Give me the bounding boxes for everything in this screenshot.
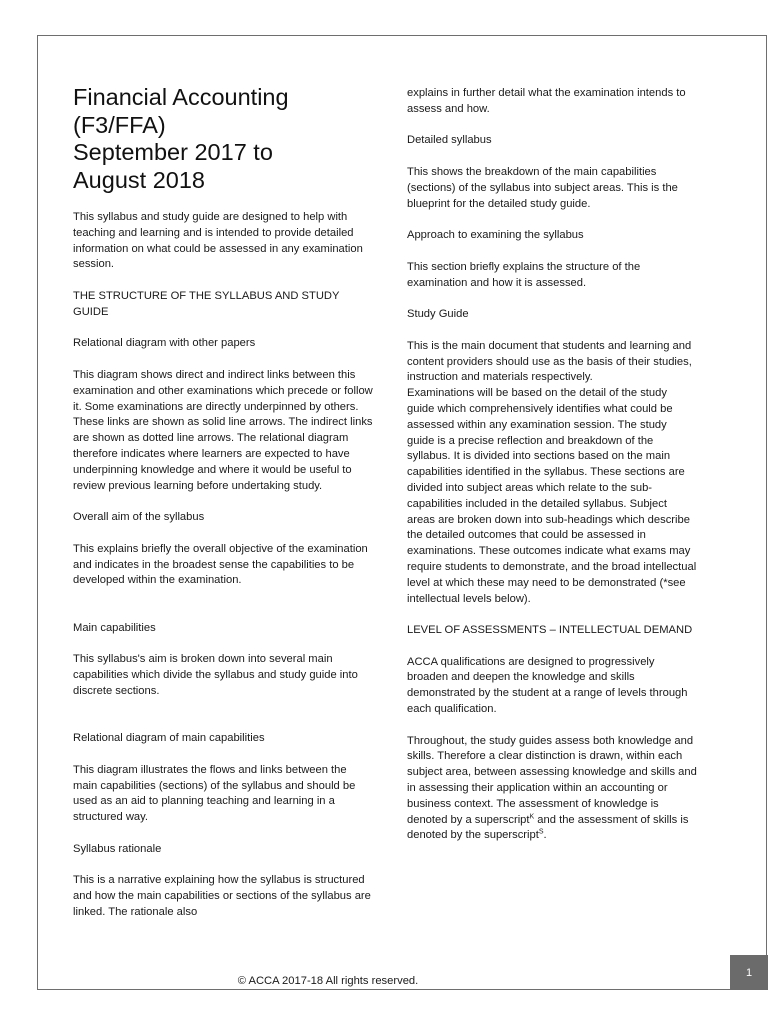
- throughout-end: .: [543, 829, 547, 842]
- heading-relational-main-capabilities: Relational diagram of main capabilities: [73, 732, 265, 745]
- approach-text: This section briefly explains the structure of the examination and how it is assessed.: [407, 260, 641, 289]
- heading-relational-diagram: Relational diagram with other papers: [73, 337, 256, 350]
- page-number: 1: [730, 955, 768, 990]
- relational-main-capabilities-text: This diagram illustrates the flows and links between the main capabilities (sections) of the syllabus and should be used as an aid to planning teaching and learning in a structured way.: [73, 763, 356, 824]
- throughout-text: Throughout, the study guides assess both knowledge and skills. Therefore a clear distinction is drawn, within each subject area, between assessing knowledge and skills and in assessing their application within an accounting or business context. The assessment of knowledge is denoted by a superscript: [407, 734, 697, 826]
- heading-overall-aim: Overall aim of the syllabus: [73, 511, 205, 524]
- heading-main-capabilities: Main capabilities: [73, 621, 156, 634]
- study-guide-text-2: Examinations will be based on the detail of the study guide which comprehensively identifies what could be assessed within any examination session. The study guide is a precise reflection and breakdown of the syllabus. It is divided into sections based on the main capabilities identified in the syllabus. These sections are divided into subject areas which relate to the sub-capabilities included in the detailed syllabus. Subject areas are broken down into sub-headings which describe the detailed outcomes that could be assessed in examinations. These outcomes indicate what exams may require students to demonstrate, and the broad intellectual level at which these may need to be demonstrated (*see intellectual levels below).: [407, 387, 697, 605]
- detailed-syllabus-text: This shows the breakdown of the main capabilities (sections) of the syllabus into subject areas. This is the blueprint for the detailed study guide.: [407, 165, 678, 210]
- document-title: [73, 84, 373, 194]
- throughout-mid: and the assessment of skills is denoted by the superscript: [407, 813, 689, 842]
- left-column: [73, 84, 373, 921]
- title-line: Financial Accounting: [73, 84, 289, 110]
- title-line: September 2017 to: [73, 139, 273, 165]
- heading-syllabus-rationale: Syllabus rationale: [73, 842, 162, 855]
- heading-approach: Approach to examining the syllabus: [407, 229, 584, 242]
- superscript-s: S: [538, 828, 544, 836]
- overall-aim-text: This explains briefly the overall objective of the examination and indicates in the broadest sense the capabilities to be developed within the examination.: [73, 542, 368, 587]
- heading-study-guide: Study Guide: [407, 308, 469, 321]
- relational-diagram-text: This diagram shows direct and indirect links between this examination and other examinations which precede or follow it. Some examinations are directly underpinned by others. These links are shown as solid line arrows. The indirect links are shown as dotted line arrows. The relational diagram therefore indicates where learners are expected to have underpinning knowledge and where it would be useful to review previous learning before undertaking study.: [73, 368, 373, 492]
- title-line: August 2018: [73, 166, 205, 193]
- section-heading-level-of-assessments: LEVEL OF ASSESSMENTS – INTELLECTUAL DEMAND: [407, 624, 693, 637]
- section-heading-structure: THE STRUCTURE OF THE SYLLABUS AND STUDY GUIDE: [73, 289, 340, 318]
- title-line: (F3/FFA): [73, 111, 166, 138]
- superscript-k: K: [529, 812, 535, 820]
- continuation-text: explains in further detail what the examination intends to assess and how.: [407, 87, 686, 115]
- throughout-paragraph: [407, 734, 697, 845]
- syllabus-rationale-text: This is a narrative explaining how the syllabus is structured and how the main capabilities or sections of the syllabus are linked. The rationale also: [73, 874, 371, 919]
- copyright-footer: © ACCA 2017-18 All rights reserved.: [237, 975, 419, 987]
- intro-paragraph: This syllabus and study guide are designed to help with teaching and learning and is intended to provide detailed information on what could be assessed in any examination session.: [73, 211, 363, 271]
- study-guide-text-1: This is the main document that students and learning and content providers should use as the basis of their studies, instruction and materials respectively.: [407, 339, 692, 384]
- main-capabilities-text: This syllabus's aim is broken down into several main capabilities which divide the syllabus and study guide into discrete sections.: [73, 653, 358, 697]
- right-column: [407, 86, 697, 844]
- level-text: ACCA qualifications are designed to progressively broaden and deepen the knowledge and skills demonstrated by the student at a range of levels through each qualification.: [407, 655, 688, 716]
- heading-detailed-syllabus: Detailed syllabus: [407, 134, 492, 147]
